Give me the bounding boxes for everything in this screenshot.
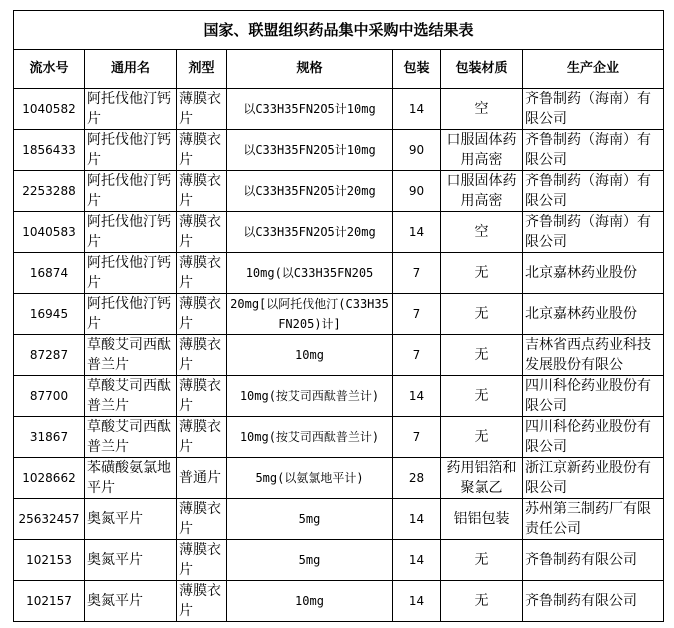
cell-serial: 1040582 [14, 89, 85, 130]
cell-manufacturer: 齐鲁制药（海南）有限公司 [523, 130, 664, 171]
cell-package-material: 无 [441, 253, 523, 294]
cell-generic-name: 阿托伐他汀钙片 [85, 89, 177, 130]
cell-dosage-form: 薄膜衣片 [177, 417, 227, 458]
cell-manufacturer: 北京嘉林药业股份 [523, 253, 664, 294]
cell-specification: 10mg(以C33H35FN205 [227, 253, 393, 294]
cell-dosage-form: 薄膜衣片 [177, 212, 227, 253]
cell-serial: 1040583 [14, 212, 85, 253]
cell-manufacturer: 四川科伦药业股份有限公司 [523, 417, 664, 458]
column-header-serial: 流水号 [14, 50, 85, 89]
cell-specification: 以C33H35FN2O5计10mg [227, 89, 393, 130]
cell-package-material: 空 [441, 89, 523, 130]
cell-generic-name: 奥氮平片 [85, 540, 177, 581]
column-header-generic-name: 通用名 [85, 50, 177, 89]
cell-package-material: 无 [441, 581, 523, 622]
table-title: 国家、联盟组织药品集中采购中选结果表 [14, 11, 664, 50]
table-row [14, 253, 664, 294]
table-row [14, 540, 664, 581]
cell-package-material: 无 [441, 540, 523, 581]
cell-dosage-form: 普通片 [177, 458, 227, 499]
cell-dosage-form: 薄膜衣片 [177, 130, 227, 171]
cell-specification: 以C33H35FN2O5计10mg [227, 130, 393, 171]
cell-package-material: 药用铝箔和聚氯乙 [441, 458, 523, 499]
cell-generic-name: 草酸艾司西酞普兰片 [85, 335, 177, 376]
cell-package: 90 [393, 130, 441, 171]
cell-specification: 以C33H35FN2O5计20mg [227, 171, 393, 212]
cell-manufacturer: 吉林省西点药业科技发展股份有限公 [523, 335, 664, 376]
cell-manufacturer: 齐鲁制药（海南）有限公司 [523, 171, 664, 212]
cell-generic-name: 奥氮平片 [85, 581, 177, 622]
table-row [14, 335, 664, 376]
cell-manufacturer: 齐鲁制药（海南）有限公司 [523, 212, 664, 253]
cell-package: 7 [393, 294, 441, 335]
cell-package: 14 [393, 540, 441, 581]
cell-package-material: 空 [441, 212, 523, 253]
table-row [14, 376, 664, 417]
cell-specification: 10mg [227, 335, 393, 376]
cell-dosage-form: 薄膜衣片 [177, 540, 227, 581]
cell-serial: 25632457 [14, 499, 85, 540]
cell-dosage-form: 薄膜衣片 [177, 253, 227, 294]
cell-dosage-form: 薄膜衣片 [177, 499, 227, 540]
cell-serial: 1856433 [14, 130, 85, 171]
table-row [14, 130, 664, 171]
cell-serial: 87287 [14, 335, 85, 376]
cell-specification: 20mg[以阿托伐他汀(C33H35FN205)计] [227, 294, 393, 335]
cell-specification: 10mg(按艾司西酞普兰计) [227, 376, 393, 417]
cell-manufacturer: 浙江京新药业股份有限公司 [523, 458, 664, 499]
cell-serial: 31867 [14, 417, 85, 458]
cell-generic-name: 苯磺酸氨氯地平片 [85, 458, 177, 499]
cell-serial: 1028662 [14, 458, 85, 499]
cell-serial: 102157 [14, 581, 85, 622]
cell-package-material: 无 [441, 417, 523, 458]
cell-manufacturer: 齐鲁制药有限公司 [523, 581, 664, 622]
cell-manufacturer: 北京嘉林药业股份 [523, 294, 664, 335]
cell-generic-name: 阿托伐他汀钙片 [85, 253, 177, 294]
cell-manufacturer: 四川科伦药业股份有限公司 [523, 376, 664, 417]
table-row [14, 294, 664, 335]
cell-package: 7 [393, 417, 441, 458]
cell-generic-name: 阿托伐他汀钙片 [85, 130, 177, 171]
cell-package: 14 [393, 89, 441, 130]
cell-dosage-form: 薄膜衣片 [177, 581, 227, 622]
cell-generic-name: 奥氮平片 [85, 499, 177, 540]
cell-package: 7 [393, 253, 441, 294]
cell-package: 7 [393, 335, 441, 376]
cell-specification: 10mg [227, 581, 393, 622]
cell-serial: 2253288 [14, 171, 85, 212]
cell-package-material: 口服固体药用高密 [441, 171, 523, 212]
cell-package: 90 [393, 171, 441, 212]
table-row [14, 89, 664, 130]
cell-generic-name: 阿托伐他汀钙片 [85, 294, 177, 335]
cell-package-material: 口服固体药用高密 [441, 130, 523, 171]
cell-serial: 16945 [14, 294, 85, 335]
cell-generic-name: 草酸艾司西酞普兰片 [85, 417, 177, 458]
cell-generic-name: 阿托伐他汀钙片 [85, 171, 177, 212]
column-header-package-material: 包装材质 [441, 50, 523, 89]
table-row [14, 171, 664, 212]
cell-dosage-form: 薄膜衣片 [177, 335, 227, 376]
cell-generic-name: 阿托伐他汀钙片 [85, 212, 177, 253]
column-header-dosage-form: 剂型 [177, 50, 227, 89]
cell-dosage-form: 薄膜衣片 [177, 376, 227, 417]
cell-specification: 5mg(以氨氯地平计) [227, 458, 393, 499]
cell-package-material: 铝铝包装 [441, 499, 523, 540]
cell-package: 28 [393, 458, 441, 499]
cell-dosage-form: 薄膜衣片 [177, 171, 227, 212]
cell-specification: 5mg [227, 540, 393, 581]
cell-manufacturer: 苏州第三制药厂有限责任公司 [523, 499, 664, 540]
column-header-manufacturer: 生产企业 [523, 50, 664, 89]
cell-specification: 10mg(按艾司西酞普兰计) [227, 417, 393, 458]
result-sheet [13, 10, 663, 622]
cell-serial: 87700 [14, 376, 85, 417]
table-row [14, 499, 664, 540]
cell-package: 14 [393, 499, 441, 540]
cell-generic-name: 草酸艾司西酞普兰片 [85, 376, 177, 417]
cell-package: 14 [393, 212, 441, 253]
cell-package-material: 无 [441, 376, 523, 417]
cell-dosage-form: 薄膜衣片 [177, 89, 227, 130]
procurement-result-table [13, 10, 664, 622]
cell-package-material: 无 [441, 335, 523, 376]
table-row [14, 581, 664, 622]
cell-specification: 以C33H35FN2O5计20mg [227, 212, 393, 253]
cell-package-material: 无 [441, 294, 523, 335]
cell-package: 14 [393, 376, 441, 417]
table-row [14, 212, 664, 253]
cell-dosage-form: 薄膜衣片 [177, 294, 227, 335]
column-header-package: 包装 [393, 50, 441, 89]
cell-serial: 102153 [14, 540, 85, 581]
header-row [14, 50, 664, 89]
cell-serial: 16874 [14, 253, 85, 294]
cell-manufacturer: 齐鲁制药（海南）有限公司 [523, 89, 664, 130]
column-header-specification: 规格 [227, 50, 393, 89]
table-row [14, 417, 664, 458]
cell-specification: 5mg [227, 499, 393, 540]
table-row [14, 458, 664, 499]
cell-package: 14 [393, 581, 441, 622]
cell-manufacturer: 齐鲁制药有限公司 [523, 540, 664, 581]
